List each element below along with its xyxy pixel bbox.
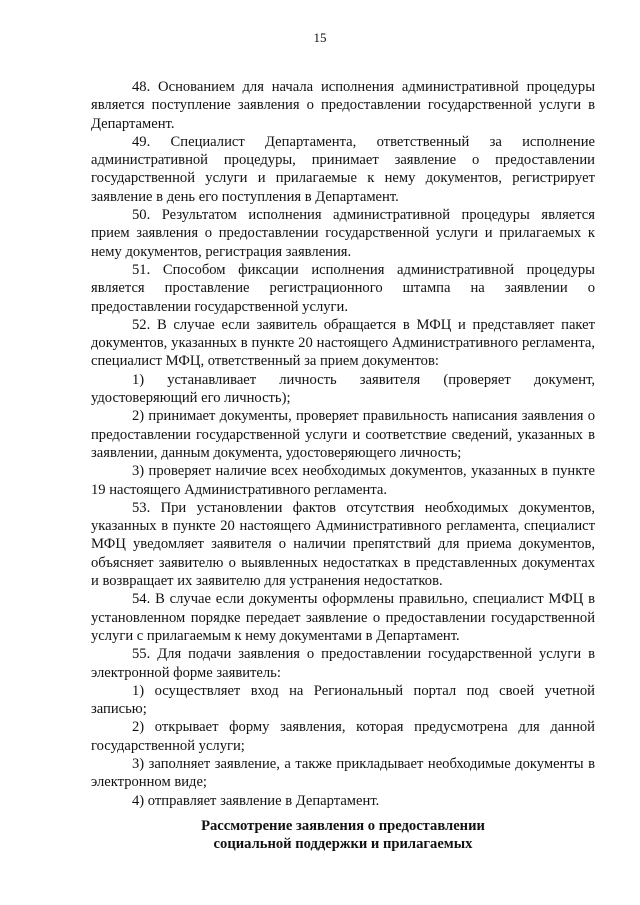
list-item-52-3: 3) проверяет наличие всех необходимых документов, указанных в пункте 19 настоящего Административного регламента. [91,463,595,498]
list-item-55-1: 1) осуществляет вход на Региональный портал под своей учетной записью; [91,682,595,718]
list-item-52-1: 1) устанавливает личность заявителя (проверяет документ, удостоверяющий его личность); [91,371,595,407]
list-item-52-2: 2) принимает документы, проверяет правильность написания заявления о предоставлении государственной услуги и соответствие сведений, указанных в заявлении, данным документа, удостоверяющего личность; [91,408,595,461]
page-number: 15 [313,30,327,45]
list-item-55-2: 2) открывает форму заявления, которая предусмотрена для данной государственной услуги; [91,719,595,754]
paragraph-53: 53. При установлении фактов отсутствия необходимых документов, указанных в пункте 20 настоящего Административного регламента, специалист МФЦ уведомляет заявителя о наличии препятствий для приема документов, объясняет заявителю о выявленных недостатках в представленных документах и возвращает их заявителю для устранения недостатков. [91,499,595,590]
paragraph-55: 55. Для подачи заявления о предоставлении государственной услуги в электронной форме заявитель: [91,646,595,681]
section-heading [91,817,595,854]
list-item-55-4: 4) отправляет заявление в Департамент. [132,792,380,809]
paragraph-52: 52. В случае если заявитель обращается в МФЦ и представляет пакет документов, указанных в пункте 20 настоящего Административного регламента, специалист МФЦ, ответственный за прием документов: [91,316,595,370]
paragraph-49: 49. Специалист Департамента, ответственный за исполнение административной процедуры, принимает заявление о предоставлении государственной услуги и прилагаемые к нему документов, регистрирует заявление в день его поступления в Департамент. [91,133,595,205]
section-heading-line-1: Рассмотрение заявления о предоставлении [201,818,485,834]
paragraph-51: 51. Способом фиксации исполнения административной процедуры является проставление регистрационного штампа на заявлении о предоставлении государственной услуги. [91,261,595,315]
document-body [91,78,595,810]
paragraph-54: 54. В случае если документы оформлены правильно, специалист МФЦ в установленном порядке передает заявление о предоставлении государственной услуги с прилагаемым к нему документами в Департамент. [91,591,595,644]
paragraph-50: 50. Результатом исполнения административной процедуры является прием заявления о предоставлении государственной услуги и прилагаемых к нему документов, регистрация заявления. [91,207,595,260]
list-item-55-3: 3) заполняет заявление, а также прикладывает необходимые документы в электронном виде; [91,755,595,791]
section-heading-line-2: социальной поддержки и прилагаемых [213,836,473,853]
paragraph-48: 48. Основанием для начала исполнения административной процедуры является поступление заявления о предоставлении государственной услуги в Департамент. [91,79,595,132]
